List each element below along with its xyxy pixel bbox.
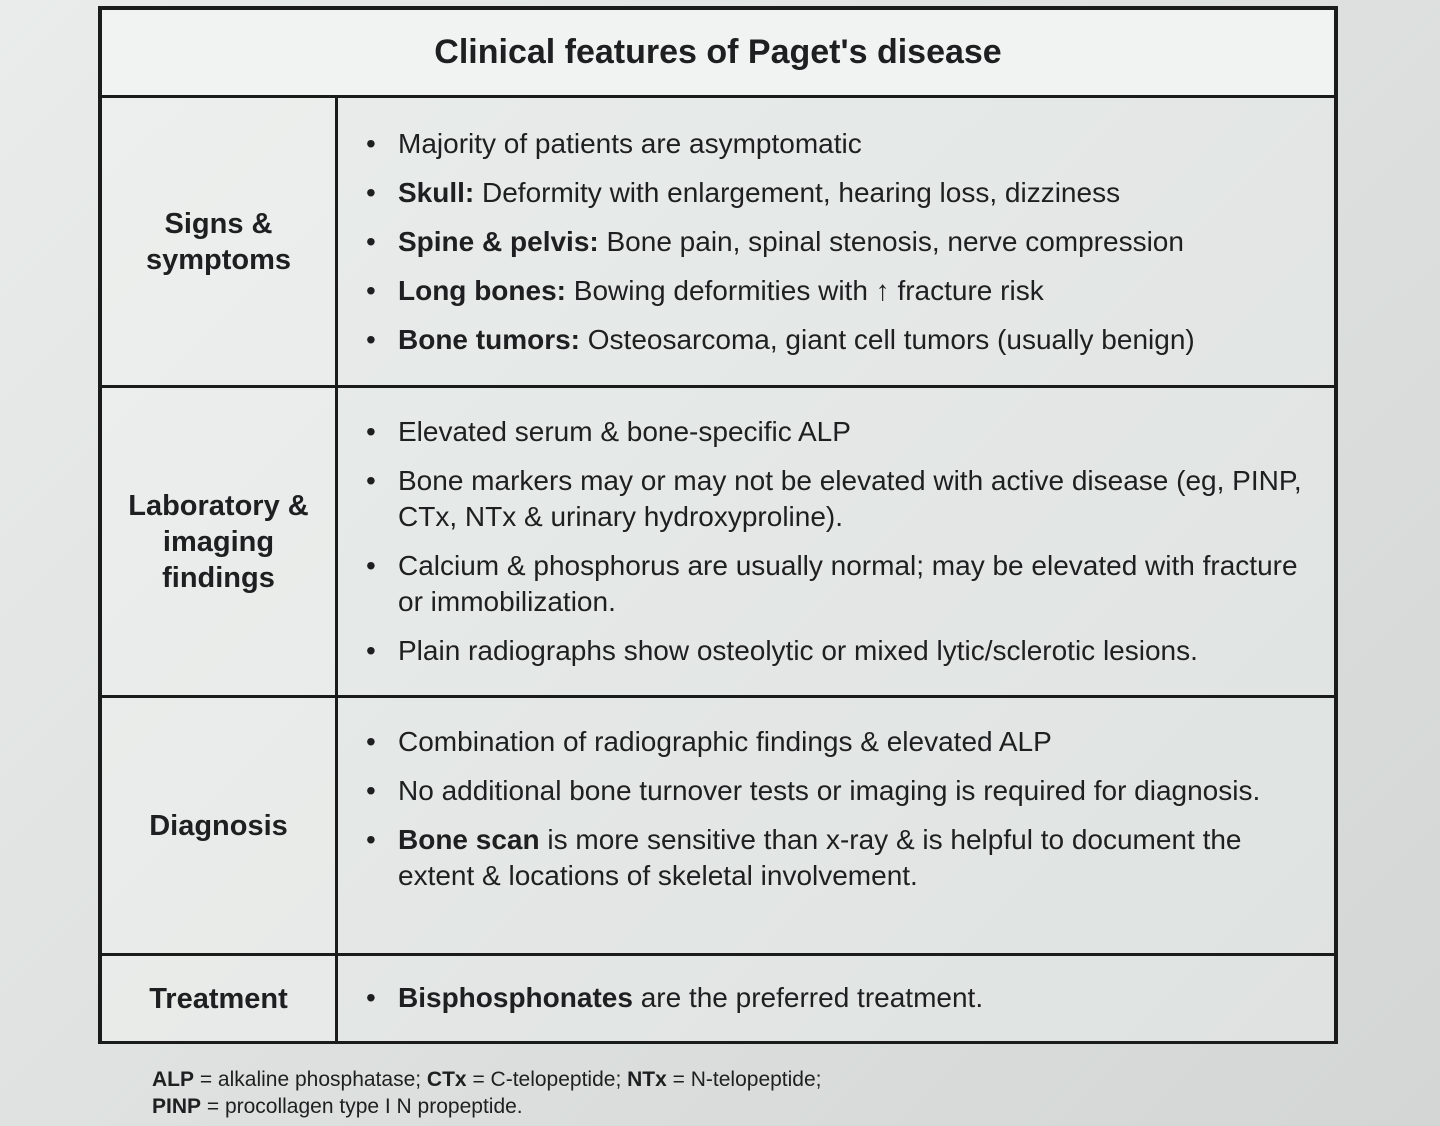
list-item: • Combination of radiographic findings & elevated ALP — [362, 724, 1314, 760]
row-header-label: Laboratory & imaging findings — [128, 489, 309, 594]
table-title-text: Clinical features of Paget's disease — [434, 33, 1002, 71]
list-item: • Majority of patients are asymptomatic — [362, 126, 1314, 162]
table-row-lab-imaging — [98, 388, 1338, 698]
footnote — [152, 1066, 822, 1120]
table-title — [98, 6, 1338, 98]
row-header-signs-symptoms — [102, 98, 338, 385]
list-item: • Bisphosphonates are the preferred treatment. — [362, 980, 1314, 1016]
table-row-signs-symptoms — [98, 98, 1338, 388]
row-header-lab-imaging — [102, 388, 338, 695]
row-header-treatment — [102, 956, 338, 1041]
row-header-diagnosis — [102, 698, 338, 953]
bullet-list — [362, 414, 1314, 669]
bullet-list — [362, 126, 1314, 358]
features-table — [98, 6, 1338, 1044]
list-item: • No additional bone turnover tests or imaging is required for diagnosis. — [362, 773, 1314, 809]
row-header-label: Diagnosis — [149, 809, 288, 842]
list-item: • Plain radiographs show osteolytic or mixed lytic/sclerotic lesions. — [362, 633, 1314, 669]
list-item: • Skull: Deformity with enlargement, hearing loss, dizziness — [362, 175, 1314, 211]
row-body-diagnosis — [338, 698, 1334, 953]
bullet-list — [362, 724, 1314, 894]
footnote-line: ALP = alkaline phosphatase; CTx = C-telopeptide; NTx = N-telopeptide; — [152, 1068, 822, 1091]
row-body-signs-symptoms — [338, 98, 1334, 385]
list-item: • Spine & pelvis: Bone pain, spinal stenosis, nerve compression — [362, 224, 1314, 260]
bullet-list — [362, 980, 1314, 1016]
list-item: • Long bones: Bowing deformities with ↑ fracture risk — [362, 273, 1314, 309]
table-row-treatment — [98, 956, 1338, 1044]
table-row-diagnosis — [98, 698, 1338, 956]
footnote-line: PINP = procollagen type I N propeptide. — [152, 1095, 523, 1118]
list-item: • Bone tumors: Osteosarcoma, giant cell tumors (usually benign) — [362, 322, 1314, 358]
row-header-label: Signs & symptoms — [145, 207, 292, 276]
list-item: • Bone scan is more sensitive than x-ray & is helpful to document the extent & locations of skeletal involvement. — [362, 822, 1314, 894]
list-item: • Bone markers may or may not be elevated with active disease (eg, PINP, CTx, NTx & urinary hydroxyproline). — [362, 463, 1314, 535]
row-header-label: Treatment — [149, 982, 288, 1015]
list-item: • Elevated serum & bone-specific ALP — [362, 414, 1314, 450]
row-body-lab-imaging — [338, 388, 1334, 695]
list-item: • Calcium & phosphorus are usually normal; may be elevated with fracture or immobilization. — [362, 548, 1314, 620]
row-body-treatment — [338, 956, 1334, 1041]
